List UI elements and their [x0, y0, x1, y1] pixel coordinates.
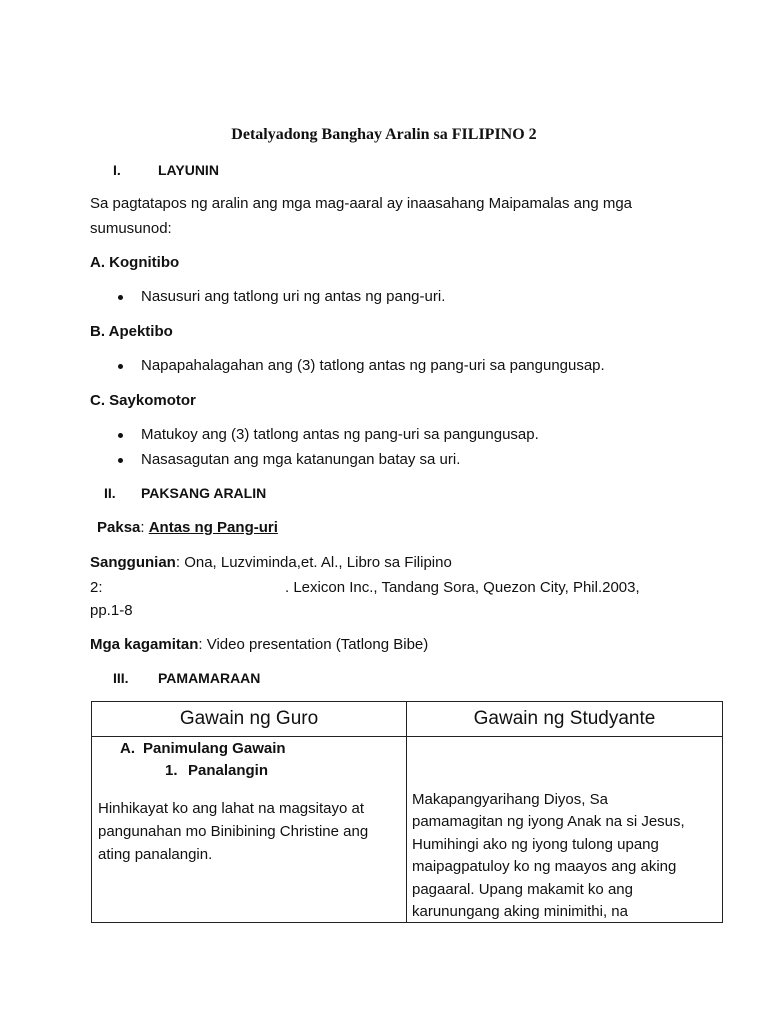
- sanggunian-colon: :: [175, 554, 181, 571]
- studyante-line-6: karunungang aking minimithi, na: [412, 903, 628, 920]
- kagamitan-label: Mga kagamitan: [90, 636, 199, 653]
- guro-line-1: Hinhikayat ko ang lahat na magsitayo at: [98, 800, 364, 817]
- saykomotor-item-2: Nasasagutan ang mga katanungan batay sa uri.: [141, 451, 461, 468]
- sub-1-label: Panalangin: [188, 762, 269, 779]
- table-row: [92, 737, 723, 923]
- bullet-icon: [118, 433, 123, 438]
- bullet-icon: [118, 364, 123, 369]
- saykomotor-heading: C. Saykomotor: [90, 392, 196, 409]
- table-header-row: [92, 702, 723, 737]
- sanggunian-line-2b: . Lexicon Inc., Tandang Sora, Quezon City, Phil.2003,: [285, 579, 640, 596]
- paksa-colon: :: [140, 519, 145, 536]
- studyante-line-5: pagaaral. Upang makamit ko ang: [412, 881, 633, 898]
- studyante-cell: [407, 737, 723, 923]
- guro-line-3: ating panalangin.: [98, 846, 213, 863]
- sanggunian-line-2a: 2:: [90, 579, 103, 596]
- sanggunian-line-1: [90, 552, 452, 574]
- studyante-line-4: maipagpatuloy ko ng maayos ang aking: [412, 858, 677, 875]
- studyante-line-3: Humihingi ako ng iyong tulong upang: [412, 836, 659, 853]
- intro-line-2: sumusunod:: [90, 220, 172, 237]
- document-title: Detalyadong Banghay Aralin sa FILIPINO 2: [231, 126, 537, 143]
- header-gawain-guro: Gawain ng Guro: [92, 702, 407, 737]
- studyante-line-1: Makapangyarihang Diyos, Sa: [412, 791, 608, 808]
- sanggunian-line-3: pp.1-8: [90, 602, 133, 619]
- kagamitan-value: Video presentation (Tatlong Bibe): [206, 636, 429, 653]
- kagamitan-colon: :: [198, 636, 203, 653]
- header-gawain-studyante: Gawain ng Studyante: [407, 702, 723, 737]
- bullet-icon: [118, 295, 123, 300]
- paksa-label: Paksa: [97, 519, 141, 536]
- sanggunian-label: Sanggunian: [90, 554, 176, 571]
- pamamaraan-table: [91, 701, 723, 923]
- apektibo-item: Napapahalagahan ang (3) tatlong antas ng pang-uri sa pangungusap.: [141, 357, 605, 374]
- guro-line-2: pangunahan mo Binibining Christine ang: [98, 823, 369, 840]
- kognitibo-heading: A. Kognitibo: [90, 254, 180, 271]
- sub-1-number: 1.: [165, 762, 178, 779]
- sub-a-number: A.: [120, 740, 135, 757]
- bullet-icon: [118, 458, 123, 463]
- sanggunian-text-1: Ona, Luzviminda,et. Al., Libro sa Filipino: [184, 554, 452, 571]
- paksa-value: Antas ng Pang-uri: [148, 519, 278, 536]
- kognitibo-item: Nasusuri ang tatlong uri ng antas ng pang-uri.: [141, 288, 446, 305]
- apektibo-heading: B. Apektibo: [90, 323, 173, 340]
- section-2-label: PAKSANG ARALIN: [141, 485, 267, 501]
- guro-cell: [92, 737, 407, 923]
- section-1-label: LAYUNIN: [158, 162, 219, 178]
- section-3-number: III.: [113, 670, 129, 686]
- paksa-line: [97, 517, 278, 539]
- section-3-label: PAMAMARAAN: [158, 670, 261, 686]
- intro-line-1: Sa pagtatapos ng aralin ang mga mag-aaral ay inaasahang Maipamalas ang mga: [90, 195, 633, 212]
- studyante-line-2: pamamagitan ng iyong Anak na si Jesus,: [412, 813, 685, 830]
- kagamitan-line: [90, 634, 428, 656]
- sub-a-label: Panimulang Gawain: [143, 740, 286, 757]
- section-1-number: I.: [113, 162, 121, 178]
- section-2-number: II.: [104, 485, 116, 501]
- saykomotor-item-1: Matukoy ang (3) tatlong antas ng pang-uri sa pangungusap.: [141, 426, 539, 443]
